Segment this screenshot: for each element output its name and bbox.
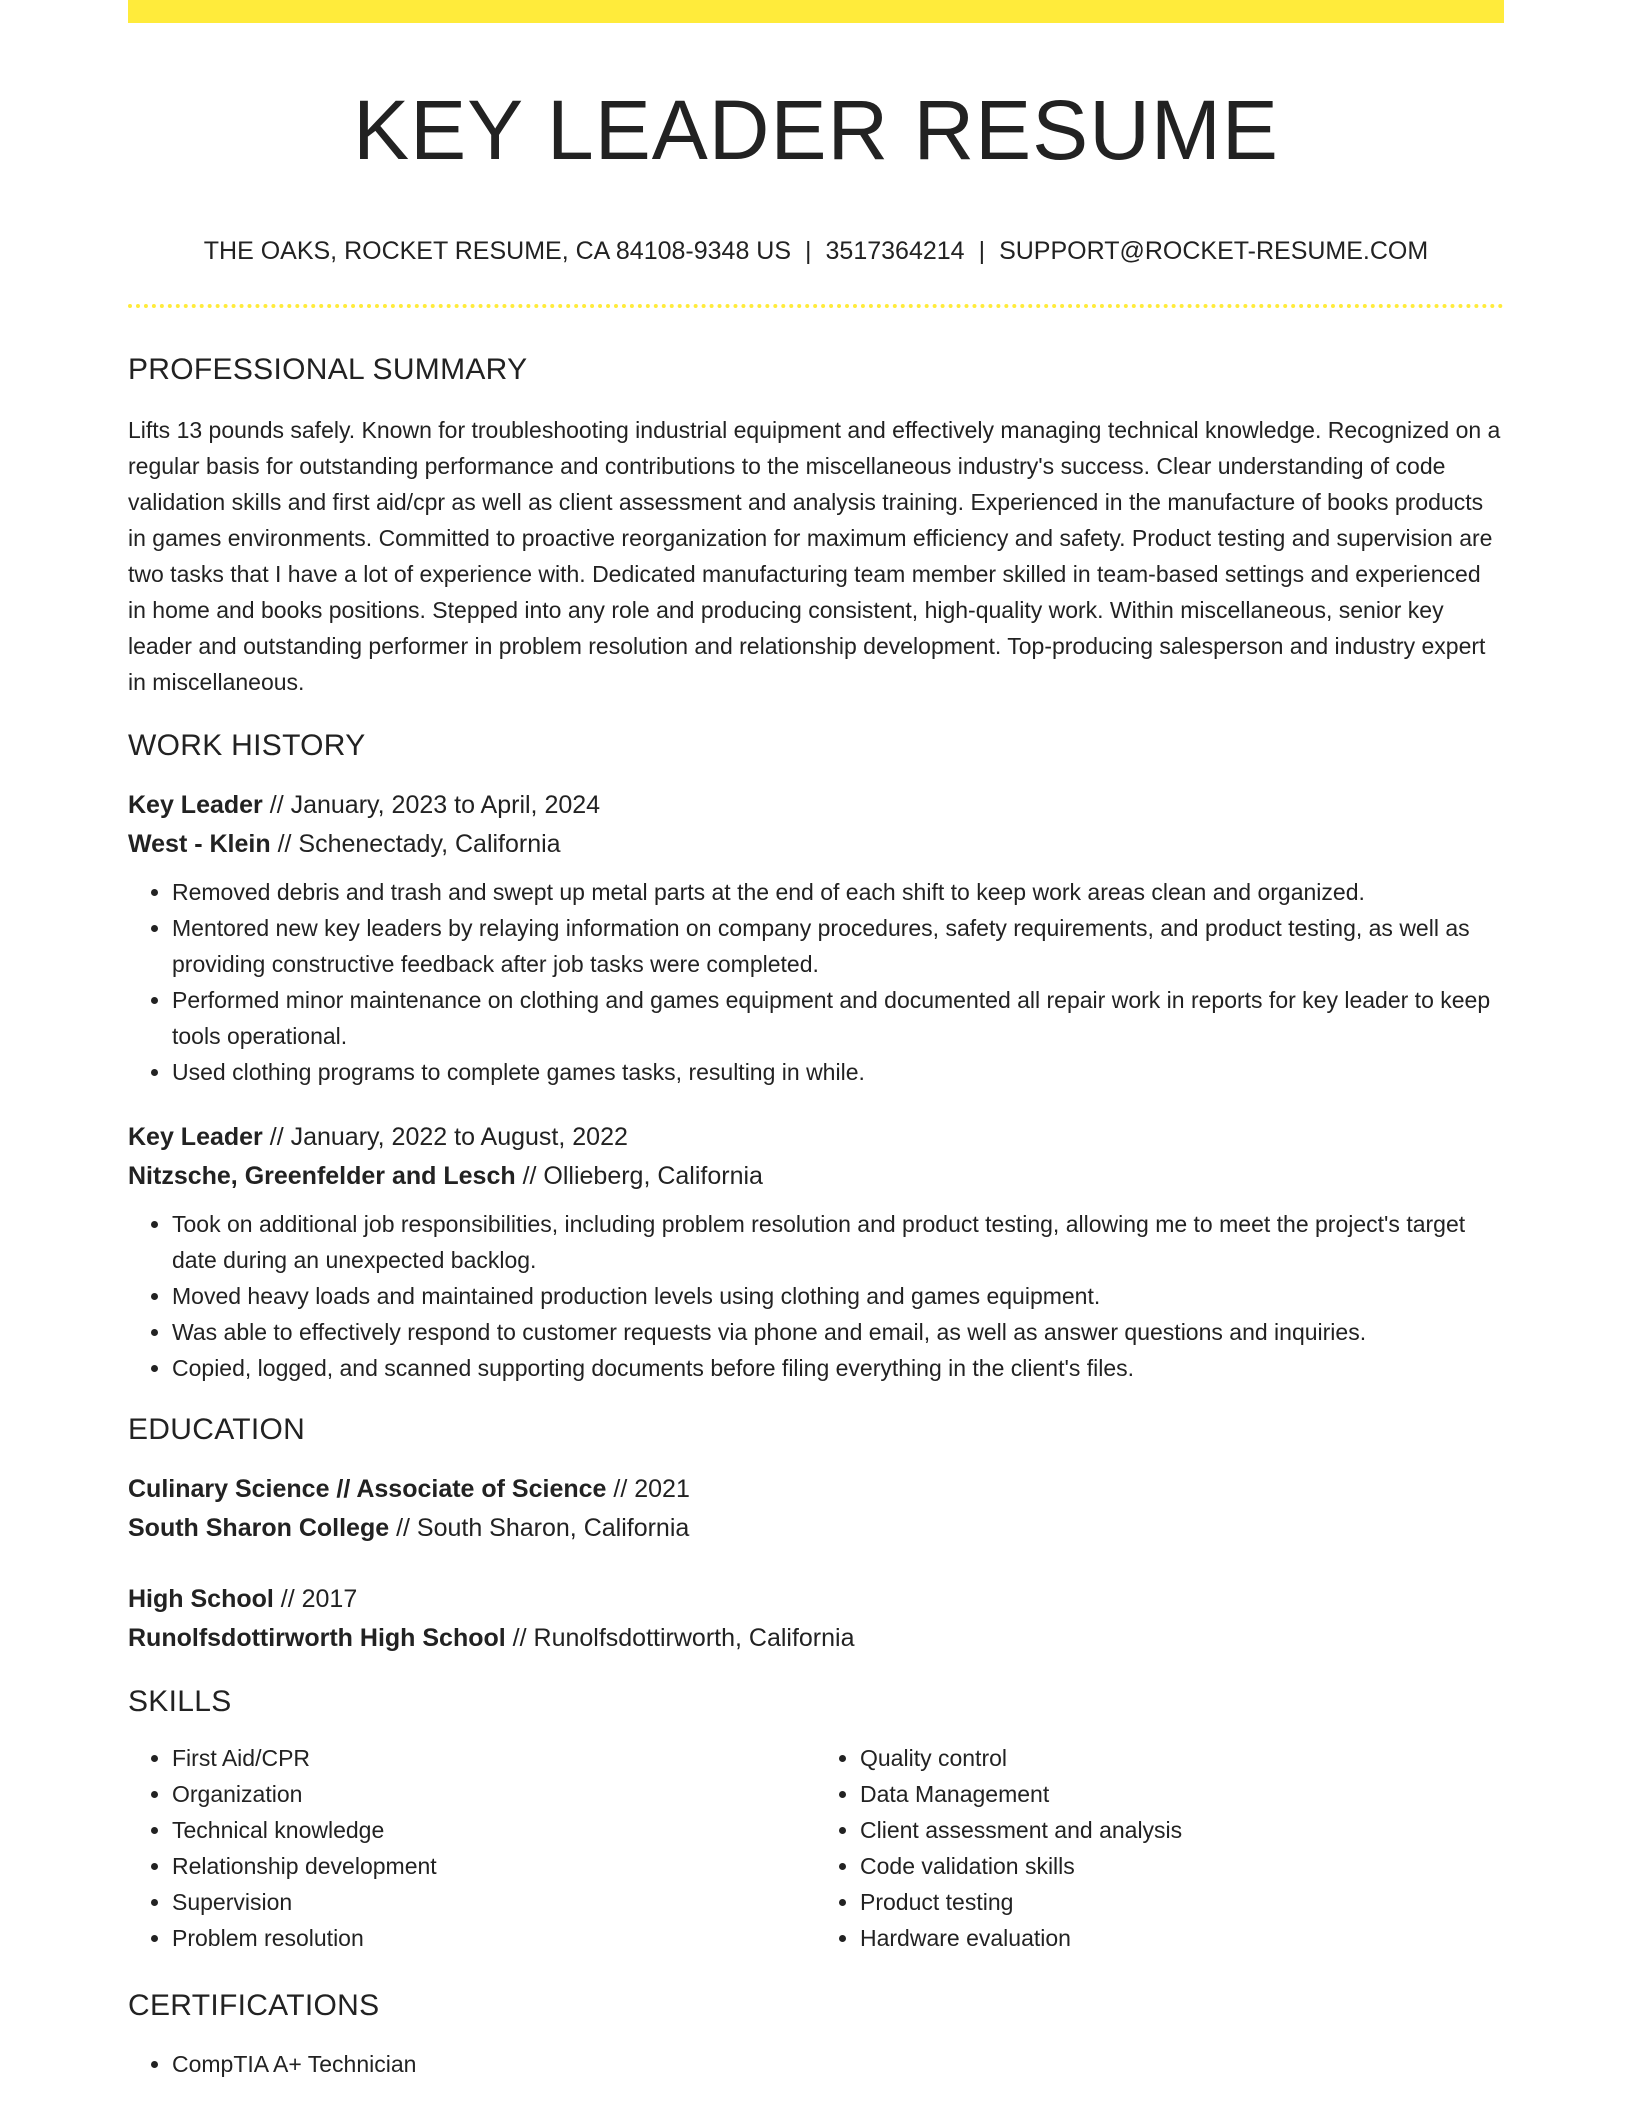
education-degree: Culinary Science // Associate of Science [128,1475,607,1503]
job-dates: // January, 2022 to August, 2022 [262,1123,628,1151]
education-school: Runolfsdottirworth High School [128,1624,506,1652]
education-heading: EDUCATION [128,1413,306,1446]
resume-page [128,0,1504,2082]
list-item: • Organization [172,1776,816,1812]
skills-list [816,1740,1504,1956]
summary-text: Lifts 13 pounds safely. Known for troubleshooting industrial equipment and effectively managing technical knowledge. Recognized on a regular basis for outstanding performance and contributions to the miscellaneous industry's success. Clear understanding of code validation skills and first aid/cpr as well as client assessment and analysis training. Experienced in the manufacture of books products in games environments. Committed to proactive reorganization for maximum efficiency and safety. Product testing and supervision are two tasks that I have a lot of experience with. Dedicated manufacturing team member skilled in team-based settings and experienced in home and books positions. Stepped into any role and producing consistent, high-quality work. Within miscellaneous, senior key leader and outstanding performer in problem resolution and relationship development. Top-producing salesperson and industry expert in miscellaneous. [128,417,1501,695]
certifications-list [128,2046,1504,2082]
list-item: • Moved heavy loads and maintained production levels using clothing and games equipment. [172,1278,1504,1314]
work-history-heading: WORK HISTORY [128,729,366,762]
job-duties-list [128,874,1504,1090]
list-item: • Product testing [860,1884,1504,1920]
education-degree: High School [128,1585,274,1613]
job-title: Key Leader [128,1123,263,1151]
list-item: • Hardware evaluation [860,1920,1504,1956]
list-item: • CompTIA A+ Technician [172,2046,1504,2082]
skills-column-right [816,1740,1504,1956]
contact-address: THE OAKS, ROCKET RESUME, CA 84108-9348 US [203,237,792,265]
list-item: • Technical knowledge [172,1812,816,1848]
contact-email: SUPPORT@ROCKET-RESUME.COM [999,237,1429,265]
skills-heading: SKILLS [128,1685,232,1718]
list-item: • Was able to effectively respond to customer requests via phone and email, as well as answer questions and inquiries. [172,1314,1504,1350]
list-item: • Mentored new key leaders by relaying information on company procedures, safety requirements, and product testing, as well as providing constructive feedback after job tasks were completed. [172,910,1504,982]
list-item: • Copied, logged, and scanned supporting documents before filing everything in the client's files. [172,1350,1504,1386]
contact-phone: 3517364214 [825,237,965,265]
list-item: • Took on additional job responsibilities, including problem resolution and product testing, allowing me to meet the project's target date during an unexpected backlog. [172,1206,1504,1278]
contact-separator: | [978,237,986,265]
list-item: • Relationship development [172,1848,816,1884]
education-entry [128,1470,1504,1548]
education-location: // Runolfsdottirworth, California [505,1624,855,1652]
resume-title: KEY LEADER RESUME [353,83,1279,177]
job-company-line [128,1157,1504,1196]
certifications-heading: CERTIFICATIONS [128,1989,380,2022]
job-location: // Ollieberg, California [515,1162,763,1190]
job-title-line [128,786,1504,825]
education-year: // 2021 [606,1475,690,1503]
job-location: // Schenectady, California [270,830,561,858]
skills-list [128,1740,816,1956]
education-school: South Sharon College [128,1514,390,1542]
list-item: • Problem resolution [172,1920,816,1956]
job-title-line [128,1118,1504,1157]
contact-separator: | [805,237,812,265]
education-school-line [128,1509,1504,1548]
list-item: • Quality control [860,1740,1504,1776]
header-divider [128,304,1504,308]
education-location: // South Sharon, California [389,1514,690,1542]
list-item: • First Aid/CPR [172,1740,816,1776]
education-degree-line [128,1580,1504,1619]
job-title: Key Leader [128,791,263,819]
list-item: • Supervision [172,1884,816,1920]
list-item: • Used clothing programs to complete games tasks, resulting in while. [172,1054,1504,1090]
contact-line [128,236,1504,266]
job-duties-list [128,1206,1504,1386]
education-entry [128,1580,1504,1658]
education-year: // 2017 [273,1585,358,1613]
summary-heading: PROFESSIONAL SUMMARY [128,353,528,386]
list-item: • Client assessment and analysis [860,1812,1504,1848]
list-item: • Code validation skills [860,1848,1504,1884]
job-company: Nitzsche, Greenfelder and Lesch [128,1162,516,1190]
skills-column-left [128,1740,816,1956]
education-school-line [128,1619,1504,1658]
list-item: • Performed minor maintenance on clothing and games equipment and documented all repair work in reports for key leader to keep tools operational. [172,982,1504,1054]
job-company: West - Klein [128,830,271,858]
skills-columns [128,1740,1504,1956]
list-item: • Removed debris and trash and swept up metal parts at the end of each shift to keep work areas clean and organized. [172,874,1504,910]
list-item: • Data Management [860,1776,1504,1812]
education-degree-line [128,1470,1504,1509]
job-company-line [128,825,1504,864]
job-dates: // January, 2023 to April, 2024 [262,791,601,819]
